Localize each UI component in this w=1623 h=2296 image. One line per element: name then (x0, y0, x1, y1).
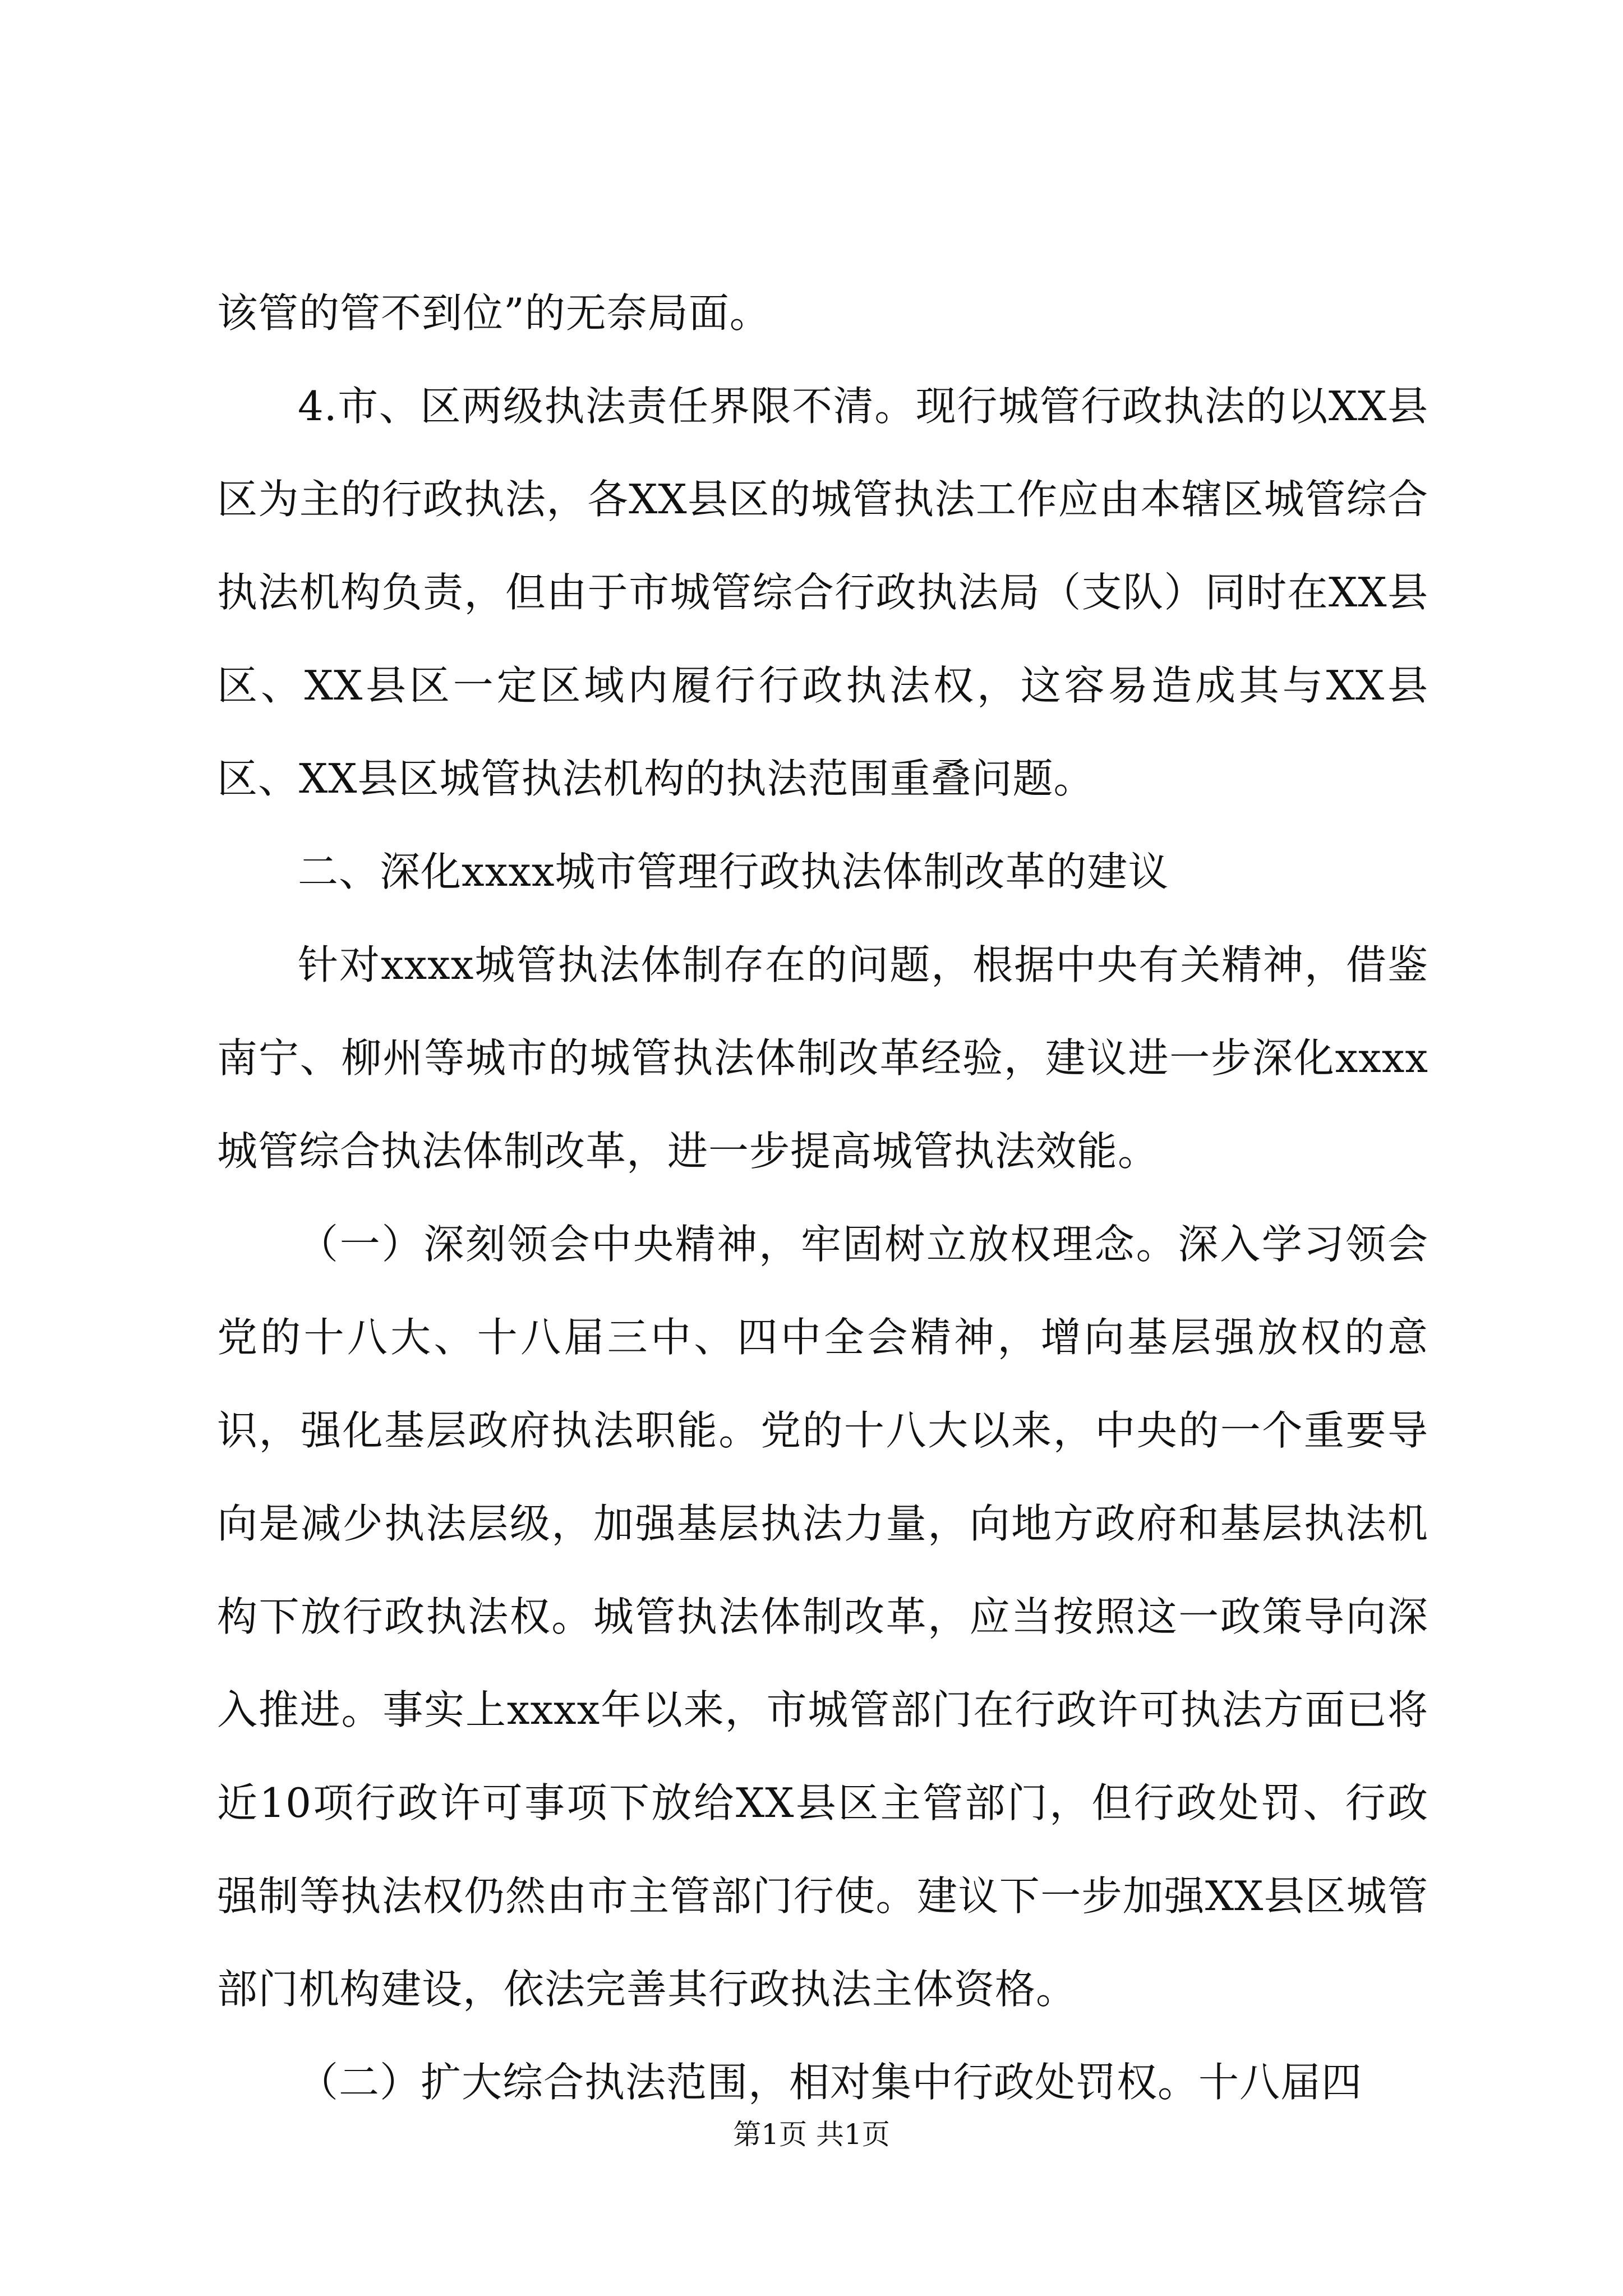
section-heading-2: 二、深化xxxx城市管理行政执法体制改革的建议 (298, 848, 1169, 895)
paragraph-item-4: 4.市、区两级执法责任界限不清。现行城管行政执法的以XX县区为主的行政执法，各XX县区的城管执法工作应由本辖区城管综合执法机构负责，但由于市城管综合行政执法局（支队）同时在XX县区、XX县区一定区域内履行行政执法权，这容易造成其与XX县区、XX县区城管执法机构的执法范围重叠问题。 (217, 383, 1428, 802)
page-footer: 第1页 共1页 (733, 2118, 890, 2151)
paragraph-subsection-1: （一）深刻领会中央精神，牢固树立放权理念。深入学习领会党的十八大、十八届三中、四中全会精神，增向基层强放权的意识，强化基层政府执法职能。党的十八大以来，中央的一个重要导向是减少执法层级，加强基层执法力量，向地方政府和基层执法机构下放行政执法权。城管执法体制改革，应当按照这一政策导向深入推进。事实上xxxx年以来，市城管部门在行政许可执法方面已将近10项行政许可事项下放给XX县区主管部门，但行政处罚、行政强制等执法权仍然由市主管部门行使。建议下一步加强XX县区城管部门机构建设，依法完善其行政执法主体资格。 (217, 1221, 1428, 2013)
paragraph-intro: 针对xxxx城管执法体制存在的问题，根据中央有关精神，借鉴南宁、柳州等城市的城管执法体制改革经验，建议进一步深化xxxx城管综合执法体制改革，进一步提高城管执法效能。 (217, 941, 1428, 1175)
document-body (217, 266, 1428, 2129)
paragraph-continuation: 该管的管不到位”的无奈局面。 (217, 289, 771, 337)
paragraph-subsection-2: （二）扩大综合执法范围，相对集中行政处罚权。十八届四 (298, 2059, 1363, 2106)
